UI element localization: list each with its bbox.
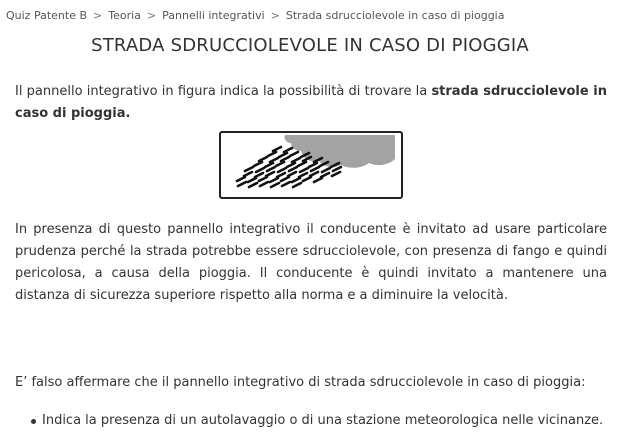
- rain-streak: [267, 167, 275, 171]
- rain-streak: [271, 183, 279, 187]
- rain-streak: [281, 157, 289, 161]
- breadcrumb-separator: >: [146, 9, 157, 22]
- rain-streak: [303, 177, 311, 181]
- rain-streak: [237, 177, 245, 181]
- rain-streak: [259, 157, 267, 161]
- breadcrumb: [6, 9, 504, 22]
- rain-streak: [249, 183, 257, 187]
- rain-streak: [314, 178, 322, 182]
- rain-streak: [290, 152, 298, 156]
- rain-streak: [266, 172, 274, 176]
- answer-item: Indica la presenza di un autolavaggio o di una stazione meteorologica nelle vicinanze.: [0, 410, 603, 432]
- rain-streak: [309, 163, 317, 167]
- rain-streak: [238, 182, 246, 186]
- intro-text: Il pannello integrativo in figura indica la possibilità di trovare la: [15, 84, 432, 99]
- rain-streak: [293, 183, 301, 187]
- breadcrumb-link-pannelli[interactable]: Pannelli integrativi: [162, 9, 265, 22]
- rain-streak: [311, 167, 319, 171]
- rain-streak: [254, 162, 262, 166]
- rain-streak: [255, 173, 263, 177]
- question-text: E’ falso affermare che il pannello integrativo di strada sdrucciolevole in caso di pioggia:: [15, 375, 586, 390]
- rain-streak: [276, 162, 284, 166]
- rain-streak: [260, 182, 268, 186]
- breadcrumb-current: Strada sdrucciolevole in caso di pioggia: [285, 9, 505, 22]
- rain-streak: [310, 172, 318, 176]
- breadcrumb-link-teoria[interactable]: Teoria: [108, 9, 141, 22]
- rain-streak: [298, 162, 306, 166]
- description-paragraph: In presenza di questo pannello integrativo il conducente è invitato ad usare particolare prudenza perché la strada potrebbe essere sdrucciolevole, con presenza di fango e quindi pericolosa, a causa della pioggia. Il conducente è quindi invitato a mantenere una distanza di sicurezza superiore rispetto alla norma e a diminuire la velocità.: [15, 222, 607, 303]
- intro-bold-text: strada sdrucciolevole in caso di pioggia.: [15, 84, 608, 121]
- rain-streak: [270, 158, 278, 162]
- rain-streak: [282, 182, 290, 186]
- rain-streak: [244, 172, 252, 176]
- rain-streak: [268, 152, 276, 156]
- rain-streak: [292, 178, 300, 182]
- rain-streak: [278, 168, 286, 172]
- breadcrumb-separator: >: [270, 9, 280, 22]
- rain-streak: [292, 158, 300, 162]
- rain-streak: [300, 168, 308, 172]
- breadcrumb-link-quiz[interactable]: Quiz Patente B: [6, 9, 88, 22]
- rain-streak: [259, 177, 267, 181]
- intro-paragraph: [15, 81, 607, 125]
- rain-cloud-slippery-road-icon: [221, 133, 401, 197]
- rain-streak: [245, 167, 253, 171]
- rain-streak: [299, 173, 307, 177]
- page-title: STRADA SDRUCCIOLEVOLE IN CASO DI PIOGGIA: [91, 35, 529, 56]
- rain-streak: [270, 178, 278, 182]
- rain-streak: [279, 153, 287, 157]
- rain-streak: [333, 167, 341, 171]
- rain-streak: [287, 163, 295, 167]
- rain-streak: [332, 172, 340, 176]
- integrative-panel-sign: [219, 131, 403, 199]
- rain-streak: [288, 172, 296, 176]
- rain-streak: [265, 163, 273, 167]
- rain-streak: [273, 147, 281, 151]
- breadcrumb-separator: >: [93, 9, 103, 22]
- rain-streak: [289, 167, 297, 171]
- rain-streak: [256, 168, 264, 172]
- rain-streak: [277, 173, 285, 177]
- rain-streak: [284, 148, 292, 152]
- rain-streak: [281, 177, 289, 181]
- rain-streak: [248, 178, 256, 182]
- rain-streak: [322, 168, 330, 172]
- rain-streak: [321, 173, 329, 177]
- answer-list: [0, 410, 603, 432]
